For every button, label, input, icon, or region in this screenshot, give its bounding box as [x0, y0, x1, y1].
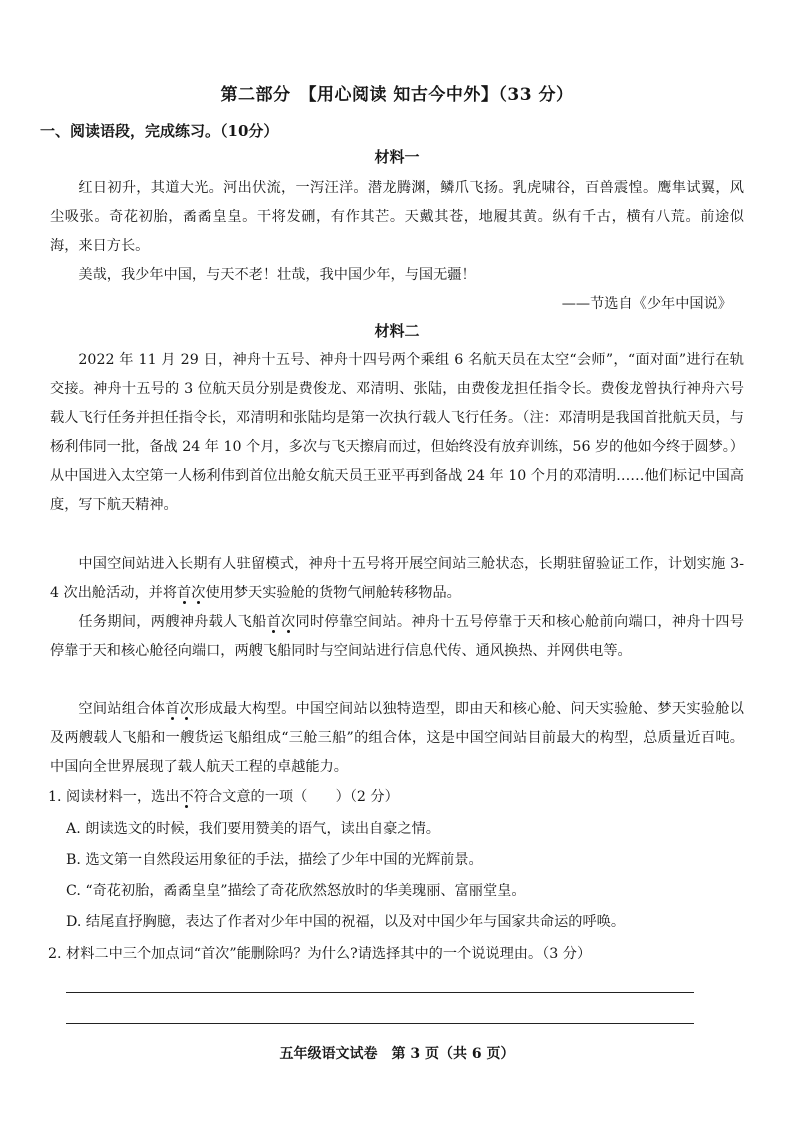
material-one-paragraph: 红日初升，其道大光。河出伏流，一泻汪洋。潜龙腾渊，鳞爪飞扬。乳虎啸谷，百兽震惶。鹰隼试翼，风尘吸张。奇花初胎，矞矞皇皇。干将发硎，有作其芒。天戴其苍，地履其黄。纵有千古，横有八荒。前途似海，来日方长。 [50, 180, 744, 254]
material-one-source: ——节选自《少年中国说》 [561, 296, 732, 312]
part-title: 第二部分 【用心阅读 知古今中外】（33 分） [220, 85, 574, 105]
question-1-stem-b: 符合文意的一项（ ）（2 分） [193, 789, 399, 805]
question-1-option-a: A. 朗读选文的时候，我们要用赞美的语气，读出自豪之情。 [66, 821, 440, 837]
material-two-paragraph-4 [50, 695, 744, 782]
material-two-paragraph-3 [50, 608, 744, 666]
material-one-closing: 美哉，我少年中国，与天不老！壮哉，我中国少年，与国无疆！ [78, 267, 476, 283]
paragraph-4-text-a: 空间站组合体 [78, 701, 166, 717]
answer-line-2[interactable] [66, 1023, 694, 1024]
material-one-heading: 材料一 [374, 148, 420, 166]
material-two-paragraph-1: 2022 年 11 月 29 日，神舟十五号、神舟十四号两个乘组 6 名航天员在太空“会师”，“面对面”进行在轨交接。神舟十五号的 3 位航天员分别是费俊龙、邓清明、张陆，由费俊龙担任指令长。费俊龙曾执行神舟六号载人飞行任务并担任指令长，邓清明和张陆均是第一次执行载人飞行任务。（注：邓清明是我国首批航天员，与杨利伟同一批，备战 24 年 10 个月，多次与飞天擦肩而过，但始终没有放弃训练，56 岁的他如今终于圆梦。）从中国进入太空第一人杨利伟到首位出舱女航天员王亚平再到备战 24 年 10 个月的邓清明……他们标记中国高度，写下航天精神。 [50, 352, 744, 513]
question-1-stem-a: 1. 阅读材料一，选出 [48, 789, 180, 805]
negation-word: 不 [179, 789, 194, 805]
question-1-option-c: C. “奇花初胎，矞矞皇皇”描绘了奇花欣然怒放时的华美瑰丽、富丽堂皇。 [66, 883, 526, 899]
page-footer: 五年级语文试卷 第 3 页（共 6 页） [279, 1046, 515, 1062]
question-1-stem [48, 783, 748, 812]
dotted-word-shouci: 首次 [177, 585, 206, 601]
dotted-word-shouci: 首次 [266, 614, 296, 630]
material-two-paragraph-2 [50, 550, 744, 608]
question-2-stem: 2. 材料二中三个加点词“首次”能删除吗？为什么?请选择其中的一个说说理由。（3 分） [48, 946, 592, 962]
paragraph-3-text-a: 任务期间，两艘神舟载人飞船 [78, 614, 267, 630]
paragraph-4-text-b: 形成最大构型。中国空间站以独特造型，即由天和核心舱、问天实验舱、梦天实验舱以及两艘载人飞船和一艘货运飞船组成“三舱三船”的组合体，这是中国空间站目前最大的构型，总质量近百吨。中国向全世界展现了载人航天工程的卓越能力。 [50, 701, 744, 775]
dotted-word-shouci: 首次 [165, 701, 195, 717]
material-two-heading: 材料二 [374, 322, 420, 340]
question-1-option-d: D. 结尾直抒胸臆，表达了作者对少年中国的祝福，以及对中国少年与国家共命运的呼唤。 [66, 914, 626, 930]
answer-line-1[interactable] [66, 992, 694, 993]
paragraph-2-text-a: 中国空间站进入长期有人驻留模式，神舟十五号将开展空间站三舱状态，长期驻留验证工作，计划实施 3-4 次出舱活动，并将 [50, 556, 744, 601]
paragraph-2-text-b: 使用梦天实验舱的货物气闸舱转移物品。 [205, 585, 461, 601]
question-1-option-b: B. 选文第一自然段运用象征的手法，描绘了少年中国的光辉前景。 [66, 852, 483, 868]
paragraph-3-text-b: 同时停靠空间站。神舟十五号停靠于天和核心舱前向端口，神舟十四号停靠于天和核心舱径向端口，两艘飞船同时与空间站进行信息代传、通风换热、并网供电等。 [50, 614, 744, 659]
section-heading: 一、阅读语段，完成练习。（10分） [40, 122, 279, 140]
